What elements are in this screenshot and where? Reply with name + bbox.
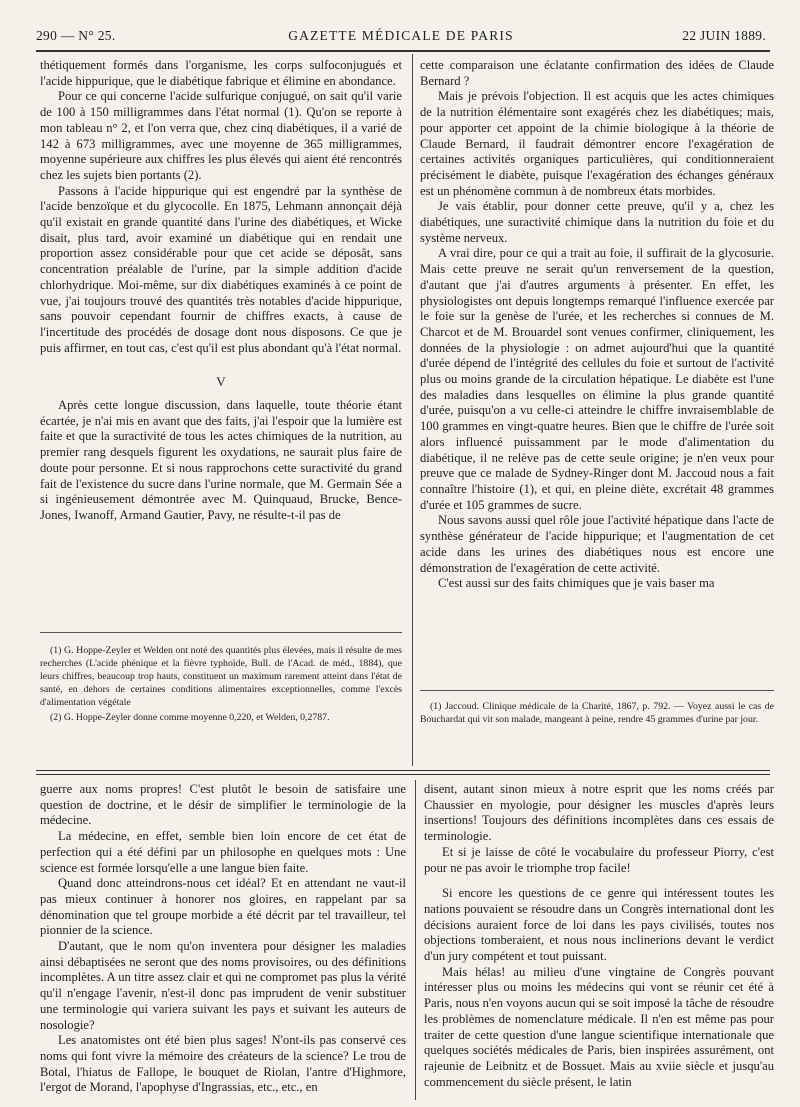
paragraph: La médecine, en effet, semble bien loin encore de cet état de perfection qui a été défini par un philosophe en quelques mots : Une science est formée lorsqu'elle a une langue bien faite. (40, 829, 406, 875)
issue-date: 22 JUIN 1889. (682, 28, 766, 43)
page-header (36, 24, 766, 50)
paragraph: Et si je laisse de côté le vocabulaire du professeur Piorry, c'est pour ne pas avoir le triomphe trop facile! (424, 844, 774, 875)
journal-title: GAZETTE MÉDICALE DE PARIS (288, 28, 514, 43)
paragraph: thétiquement formés dans l'organisme, les corps sulfoconjugués et l'acide hippurique, que le diabétique fabrique et élimine en abondance. (40, 58, 402, 88)
paragraph: Passons à l'acide hippurique qui est engendré par la synthèse de l'acide benzoïque et du glycocolle. En 1875, Lehmann annonçait déjà qu'il existait en grande quantité dans l'urine des diabétiques, et Wicke disait, plus tard, avoir examiné un diabétique qui en rendait une proportion assez considérable pour que cet acide se déposât, sans concentration préalable de l'urine, par la simple addition d'acide chlorhydrique. Moi-même, sur dix diabétiques examinés à ce point de vue, j'ai toujours trouvé des quantités très notables d'acide hippurique, sans pouvoir cependant fournir de chiffres exacts, à cause de l'incertitude des procédés de dosage dont nous disposons. Ce que je puis affirmer, en tout cas, c'est qu'il est plus abondant qu'à l'état normal. (40, 183, 402, 355)
top-right-column (420, 58, 774, 592)
paragraph: disent, autant sinon mieux à notre esprit que les noms créés par Chaussier en myologie, pour désigner les muscles d'après leurs insertions! Toujours des définitions incomplètes dans ces essais de terminologie. (424, 782, 774, 844)
footnote: (2) G. Hoppe-Zeyler donne comme moyenne 0,220, et Welden, 0,2787. (50, 712, 330, 723)
footnote: (1) G. Hoppe-Zeyler et Welden ont noté des quantités plus élevées, mais il résulte de mes recherches (L'acide phénique et la fièvre typhoïde, Bull. de l'Acad. de méd., 1884), que leurs chiffres, beaucoup trop hauts, constituent un maximum rarement atteint dans l'état de santé, en dehors de certaines conditions alimentaires exceptionnelles, comme l'excès d'alimentation végétale (40, 645, 402, 708)
paragraph: cette comparaison une éclatante confirmation des idées de Claude Bernard ? (420, 58, 774, 88)
bottom-right-column (424, 782, 774, 1090)
footnote: (1) Jaccoud. Clinique médicale de la Charité, 1867, p. 792. — Voyez aussi le cas de Bouchardat qui vit son malade, mangeant à peine, rendre 45 grammes d'urine par jour. (420, 701, 774, 725)
section-rule (36, 770, 770, 771)
paragraph: D'autant, que le nom qu'on inventera pour désigner les maladies ainsi débaptisées ne seront que des noms provisoires, ou des définitions incomplètes. A un titre assez clair et qui ne compromet pas plus la vérité qu'il n'engage l'avenir, n'est-il donc pas imprudent de venir substituer une terminologie qui variera suivant les pays et suivant les auteurs de nosologie? (40, 939, 406, 1032)
section-numeral: V (216, 374, 226, 390)
paragraph: Après cette longue discussion, dans laquelle, toute théorie étant écartée, je n'ai mis en avant que des faits, j'ai l'espoir que la lumière est faite et que la suractivité de tous les actes chimiques de la nutrition, au premier rang desquels figurent les oxydations, ne saurait plus faire de doute pour personne. Et si nous rapprochons cette suractivité du grand fait de l'existence du sucre dans l'urine normale, que M. Germain Sée a si ingénieusement démontrée avec M. Quinquaud, Brucke, Bence-Jones, Iwanoff, Armand Gautier, Pavy, ne résulte-t-il pas de (40, 398, 402, 522)
top-left-footnotes (40, 644, 402, 726)
footnote-rule (420, 690, 774, 691)
column-divider-top (412, 54, 413, 766)
paragraph: Pour ce qui concerne l'acide sulfurique conjugué, on sait qu'il varie de 100 à 150 milligrammes dans l'état normal (1). Qu'on se reporte à mon tableau n° 2, et l'on verra que, chez cinq diabétiques, il a varié de 142 à 673 milligrammes, avec une moyenne de 365 milligrammes, moyenne supérieure aux chiffres les plus élevés qui aient été rencontrés chez les sujets bien portants (2). (40, 89, 402, 182)
paragraph: Si encore les questions de ce genre qui intéressent toutes les nations pouvaient se résoudre dans un Congrès international dont les décisions auraient force de loi dans les pays civilisés, toutes nos objections tomberaient, et nous nous inclinerions devant le verdict d'un jury compétent et tout puissant. (424, 886, 774, 964)
paragraph: guerre aux noms propres! C'est plutôt le besoin de satisfaire une question de doctrine, et le désir de simplifier le terminologie de la médecine. (40, 782, 406, 828)
paragraph: Mais je prévois l'objection. Il est acquis que les actes chimiques de la nutrition élémentaire sont exagérés chez les diabétiques; mais, pour apporter cet appoint de la chimie biologique à la théorie de Claude Bernard, il faudrait démontrer encore l'exagération de certaines activités organiques particulières, qui conditionneraient précisément le diabète, puisque l'exagération des échanges généraux est un phénomène commun à de nombreux états morbides. (420, 89, 774, 198)
page-number: 290 — N° 25. (36, 28, 116, 43)
bottom-left-column (40, 782, 406, 1096)
top-right-footnotes (420, 700, 774, 728)
footnote-rule (40, 632, 402, 633)
paragraph: Je vais établir, pour donner cette preuve, qu'il y a, chez les diabétiques, une suractivité chimique dans la nutrition du foie et du système nerveux. (420, 199, 774, 245)
section-rule (36, 774, 770, 775)
paragraph: Nous savons aussi quel rôle joue l'activité hépatique dans l'acte de synthèse générateur de l'acide hippurique; et l'augmentation de cet acide dans les urines des diabétiques nous est encore une démonstration de l'exagération de cette activité. (420, 513, 774, 575)
paragraph: A vrai dire, pour ce qui a trait au foie, il suffirait de la glycosurie. Mais cette preuve ne serait qu'un renversement de la question, d'autant que j'ai d'autres arguments à présenter. En effet, les physiologistes ont depuis longtemps remarqué l'influence exercée par le foie sur la genèse de l'urée, et les recherches si connues de M. Charcot et de M. Brouardel sont venues confirmer, cliniquement, les données de la physiologie : on admet aujourd'hui que la quantité d'urée dépend de l'intégrité des cellules du foie et surtout de l'activité plus ou moins grande de la circulation hépatique. Le diabète est l'une des maladies dans lesquelles on élimine la plus grande quantité d'urée, puisqu'on a vu celle-ci atteindre le chiffre invraisemblable de 100 grammes en vingt-quatre heures. Bien que le chiffre de l'urée soit alors influencé puissamment par le mode d'alimentation du diabétique, il ne relève pas de cette seule origine; je n'en veux pour preuve que ce malade de Sydney-Ringer dont M. Jaccoud nous a fait connaître l'histoire (1), et qui, en pleine diète, excrétait 48 grammes d'urée et 105 grammes de sucre. (420, 246, 774, 512)
top-left-column (40, 58, 402, 524)
paragraph: C'est aussi sur des faits chimiques que je vais baser ma (438, 576, 715, 591)
column-divider-bottom (415, 780, 416, 1100)
paragraph: Les anatomistes ont été bien plus sages! N'ont-ils pas conservé ces noms qui font vivre la mémoire des créateurs de la science? Le trou de Botal, l'hiatus de Fallope, le bouquet de Riolan, l'antre d'Highmore, l'ergot de Morand, l'apophyse d'Ingrassias, etc., etc., en (40, 1033, 406, 1095)
paragraph: Quand donc atteindrons-nous cet idéal? Et en attendant ne vaut-il pas mieux continuer à honorer nos gloires, en rappelant par sa dénomination que tel groupe morbide a été décrit par tel travailleur, tel pionnier de la science. (40, 876, 406, 938)
header-rule (36, 50, 770, 52)
paragraph: Mais hélas! au milieu d'une vingtaine de Congrès pouvant intéresser plus ou moins les médecins qui vont se réunir cet été à Paris, nous n'en voyons aucun qui se soit imposé la tâche de résoudre les problèmes de nomenclature médicale. Il n'en est même pas pour traiter de cette question d'une langue scientifique internationale que quelques sociétés médicales de Paris, bien inspirées assurément, ont rajeunie de Leibnitz et de Bossuet. Mais au xviie siècle et jusqu'au commencement du siècle présent, le latin (424, 964, 774, 1089)
spacer (424, 876, 774, 886)
